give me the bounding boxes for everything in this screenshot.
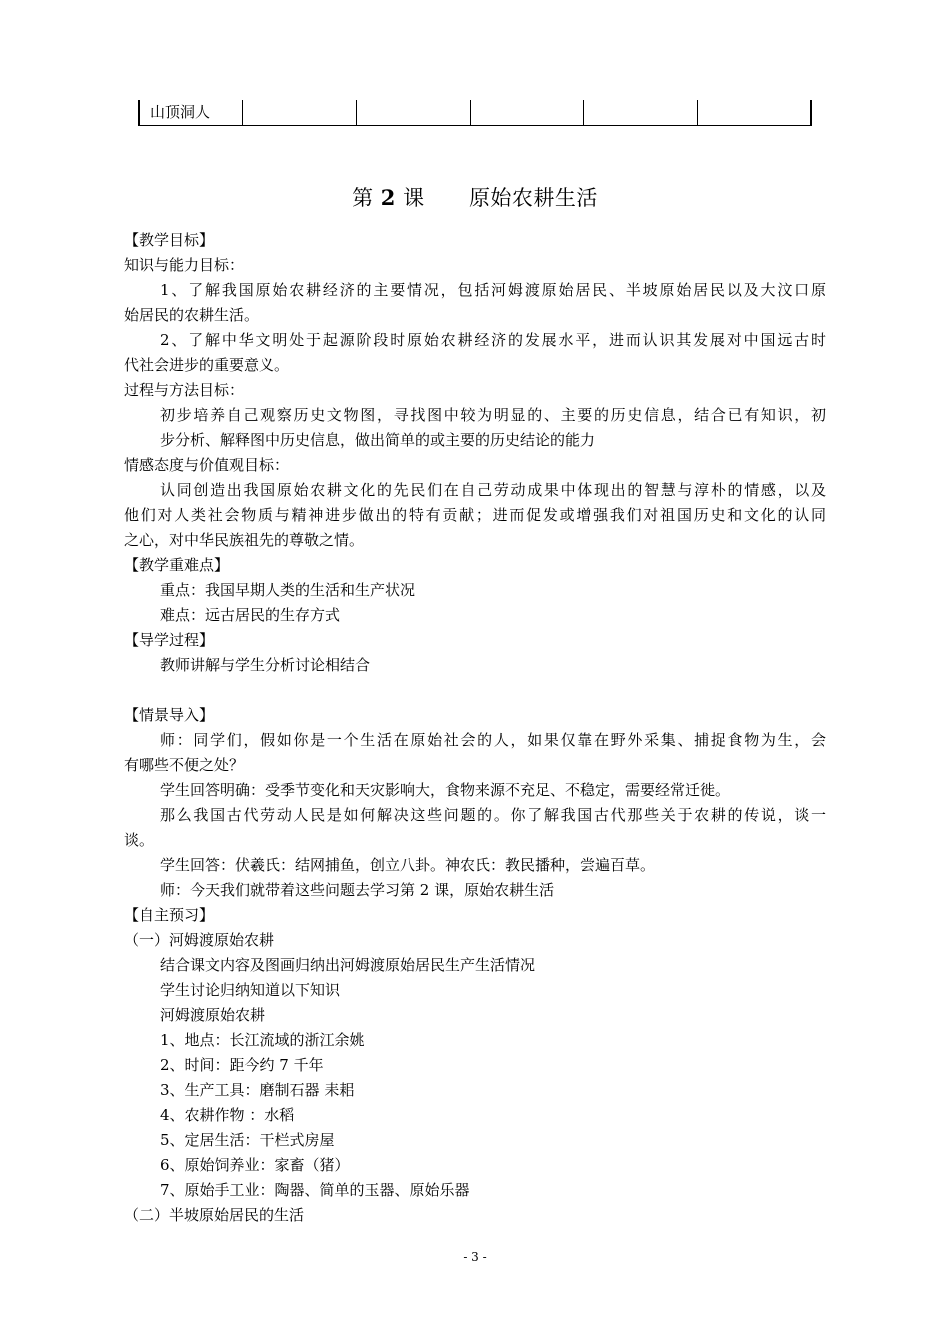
list-item: 5、定居生活：干栏式房屋 [160, 1131, 335, 1149]
paragraph-line: 学生回答：伏羲氏：结网捕鱼，创立八卦。神农氏：教民播种，尝遍百草。 [160, 856, 656, 874]
paragraph-line: 代社会进步的重要意义。 [124, 356, 290, 374]
subheading: 过程与方法目标： [124, 381, 245, 399]
paragraph-line: 师：今天我们就带着这些问题去学习第 2 课，原始农耕生活 [160, 881, 555, 899]
lesson-title [0, 182, 950, 212]
paragraph-line: 谈。 [124, 831, 155, 849]
document-body [124, 228, 826, 1228]
table-cell [243, 100, 357, 125]
paragraph-line: 重点：我国早期人类的生活和生产状况 [160, 581, 416, 599]
title-prefix: 第 [352, 186, 374, 210]
list-item: 2、时间：距今约 7 千年 [160, 1056, 324, 1074]
title-name: 原始农耕生活 [468, 186, 598, 210]
paragraph-line: 2、了解中华文明处于起源阶段时原始农耕经济的发展水平，进而认识其发展对中国远古时 [160, 331, 826, 349]
paragraph-line: 认同创造出我国原始农耕文化的先民们在自己劳动成果中体现出的智慧与淳朴的情感，以及 [160, 481, 826, 499]
paragraph-line: 步分析、解释图中历史信息，做出简单的或主要的历史结论的能力 [160, 431, 596, 449]
paragraph-line: 难点：远古居民的生存方式 [160, 606, 341, 624]
paragraph-line: 教师讲解与学生分析讨论相结合 [160, 656, 371, 674]
table-cell [357, 100, 471, 125]
blank-line [124, 678, 826, 703]
title-number: 2 [380, 185, 396, 210]
table-cell [471, 100, 585, 125]
title-suffix: 课 [403, 186, 425, 210]
table-fragment [138, 100, 812, 126]
paragraph-line: 1、了解我国原始农耕经济的主要情况，包括河姆渡原始居民、半坡原始居民以及大汶口原 [160, 281, 826, 299]
paragraph-line: 河姆渡原始农耕 [160, 1006, 266, 1024]
paragraph-line: 师：同学们，假如你是一个生活在原始社会的人，如果仅靠在野外采集、捕捉食物为生，会 [160, 731, 826, 749]
section-heading: 【教学目标】 [124, 231, 215, 249]
paragraph-line: 结合课文内容及图画归纳出河姆渡原始居民生产生活情况 [160, 956, 536, 974]
section-heading: 【导学过程】 [124, 631, 215, 649]
subsection-heading: （一）河姆渡原始农耕 [124, 931, 275, 949]
paragraph-line: 学生回答明确：受季节变化和天灾影响大，食物来源不充足、不稳定，需要经常迁徙。 [160, 781, 731, 799]
subheading: 情感态度与价值观目标： [124, 456, 290, 474]
table-row-label: 山顶洞人 [138, 100, 243, 125]
paragraph-line: 有哪些不便之处？ [124, 756, 245, 774]
paragraph-line: 学生讨论归纳知道以下知识 [160, 981, 341, 999]
list-item: 4、农耕作物 ：水稻 [160, 1106, 295, 1124]
subsection-heading: （二）半坡原始居民的生活 [124, 1206, 305, 1224]
list-item: 7、原始手工业：陶器、简单的玉器、原始乐器 [160, 1181, 470, 1199]
paragraph-line: 初步培养自己观察历史文物图，寻找图中较为明显的、主要的历史信息，结合已有知识，初 [160, 406, 826, 424]
paragraph-line: 他们对人类社会物质与精神进步做出的特有贡献；进而促发或增强我们对祖国历史和文化的认同 [124, 506, 826, 524]
paragraph-line: 之心，对中华民族祖先的尊敬之情。 [124, 531, 365, 549]
table-cell [698, 100, 812, 125]
section-heading: 【自主预习】 [124, 906, 215, 924]
paragraph-line: 始居民的农耕生活。 [124, 306, 260, 324]
subheading: 知识与能力目标： [124, 256, 245, 274]
list-item: 3、生产工具：磨制石器 耒耜 [160, 1081, 355, 1099]
list-item: 6、原始饲养业：家畜（猪） [160, 1156, 350, 1174]
section-heading: 【情景导入】 [124, 706, 215, 724]
list-item: 1、地点：长江流域的浙江余姚 [160, 1031, 365, 1049]
page-number: - 3 - [463, 1250, 487, 1264]
paragraph-line: 那么我国古代劳动人民是如何解决这些问题的。你了解我国古代那些关于农耕的传说，谈一 [160, 806, 826, 824]
section-heading: 【教学重难点】 [124, 556, 230, 574]
table-cell [584, 100, 698, 125]
